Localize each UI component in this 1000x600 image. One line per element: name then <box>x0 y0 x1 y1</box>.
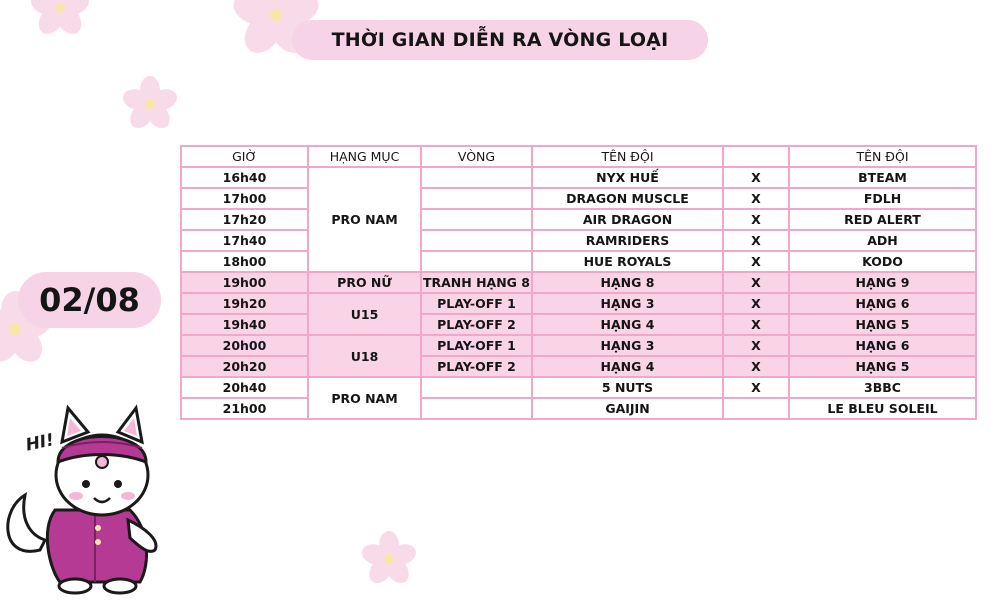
vs-cell <box>723 398 789 419</box>
time-cell: 16h40 <box>181 167 308 188</box>
team1-cell: HẠNG 4 <box>532 314 723 335</box>
vs-cell: X <box>723 293 789 314</box>
round-cell: PLAY-OFF 2 <box>421 314 532 335</box>
mascot-greeting: HI! <box>24 430 56 456</box>
team1-cell: HẠNG 8 <box>532 272 723 293</box>
table-row <box>181 377 976 398</box>
vs-cell: X <box>723 230 789 251</box>
team1-cell: NYX HUẾ <box>532 167 723 188</box>
team1-cell: DRAGON MUSCLE <box>532 188 723 209</box>
date-badge: 02/08 <box>18 272 161 328</box>
header-time: GIỜ <box>181 146 308 167</box>
header-vs <box>723 146 789 167</box>
team1-cell: HUE ROYALS <box>532 251 723 272</box>
round-cell <box>421 167 532 188</box>
time-cell: 19h20 <box>181 293 308 314</box>
team2-cell: KODO <box>789 251 976 272</box>
round-cell <box>421 398 532 419</box>
time-cell: 17h40 <box>181 230 308 251</box>
team1-cell: 5 NUTS <box>532 377 723 398</box>
team2-cell: 3BBC <box>789 377 976 398</box>
header-round: VÒNG <box>421 146 532 167</box>
round-cell <box>421 377 532 398</box>
time-cell: 19h00 <box>181 272 308 293</box>
time-cell: 17h00 <box>181 188 308 209</box>
table-row <box>181 167 976 188</box>
vs-cell: X <box>723 272 789 293</box>
page-title: THỜI GIAN DIỄN RA VÒNG LOẠI <box>292 20 708 60</box>
team2-cell: HẠNG 5 <box>789 314 976 335</box>
table-row <box>181 230 976 251</box>
team1-cell: HẠNG 3 <box>532 335 723 356</box>
round-cell: PLAY-OFF 2 <box>421 356 532 377</box>
round-cell <box>421 188 532 209</box>
cherry-blossom-icon <box>358 528 420 590</box>
vs-cell: X <box>723 167 789 188</box>
team2-cell: BTEAM <box>789 167 976 188</box>
category-cell: PRO NỮ <box>308 272 421 293</box>
category-cell: PRO NAM <box>308 167 421 272</box>
round-cell: PLAY-OFF 1 <box>421 335 532 356</box>
vs-cell: X <box>723 356 789 377</box>
header-team2: TÊN ĐỘI <box>789 146 976 167</box>
category-cell: PRO NAM <box>308 377 421 419</box>
team1-cell: RAMRIDERS <box>532 230 723 251</box>
vs-cell: X <box>723 209 789 230</box>
vs-cell: X <box>723 377 789 398</box>
table-row <box>181 335 976 356</box>
team1-cell: HẠNG 4 <box>532 356 723 377</box>
table-row <box>181 251 976 272</box>
team2-cell: HẠNG 5 <box>789 356 976 377</box>
time-cell: 18h00 <box>181 251 308 272</box>
round-cell <box>421 230 532 251</box>
time-cell: 21h00 <box>181 398 308 419</box>
category-cell: U18 <box>308 335 421 377</box>
vs-cell: X <box>723 314 789 335</box>
time-cell: 20h20 <box>181 356 308 377</box>
team2-cell: HẠNG 6 <box>789 293 976 314</box>
category-cell: U15 <box>308 293 421 335</box>
table-row <box>181 356 976 377</box>
table-row <box>181 209 976 230</box>
table-row <box>181 398 976 419</box>
cherry-blossom-icon <box>28 0 92 40</box>
vs-cell: X <box>723 335 789 356</box>
table-row <box>181 314 976 335</box>
round-cell: PLAY-OFF 1 <box>421 293 532 314</box>
table-header-row <box>181 146 976 167</box>
team2-cell: HẠNG 9 <box>789 272 976 293</box>
fox-mascot-illustration <box>0 400 175 595</box>
vs-cell: X <box>723 251 789 272</box>
header-category: HẠNG MỤC <box>308 146 421 167</box>
team2-cell: FDLH <box>789 188 976 209</box>
table-row <box>181 188 976 209</box>
header-team1: TÊN ĐỘI <box>532 146 723 167</box>
round-cell: TRANH HẠNG 8 <box>421 272 532 293</box>
time-cell: 19h40 <box>181 314 308 335</box>
vs-cell: X <box>723 188 789 209</box>
team1-cell: HẠNG 3 <box>532 293 723 314</box>
round-cell <box>421 209 532 230</box>
team2-cell: ADH <box>789 230 976 251</box>
table-row <box>181 272 976 293</box>
schedule-table <box>180 145 977 420</box>
team1-cell: GAIJIN <box>532 398 723 419</box>
table-row <box>181 293 976 314</box>
round-cell <box>421 251 532 272</box>
time-cell: 20h00 <box>181 335 308 356</box>
team2-cell: HẠNG 6 <box>789 335 976 356</box>
time-cell: 20h40 <box>181 377 308 398</box>
cherry-blossom-icon <box>119 73 181 135</box>
team1-cell: AIR DRAGON <box>532 209 723 230</box>
team2-cell: LE BLEU SOLEIL <box>789 398 976 419</box>
team2-cell: RED ALERT <box>789 209 976 230</box>
time-cell: 17h20 <box>181 209 308 230</box>
